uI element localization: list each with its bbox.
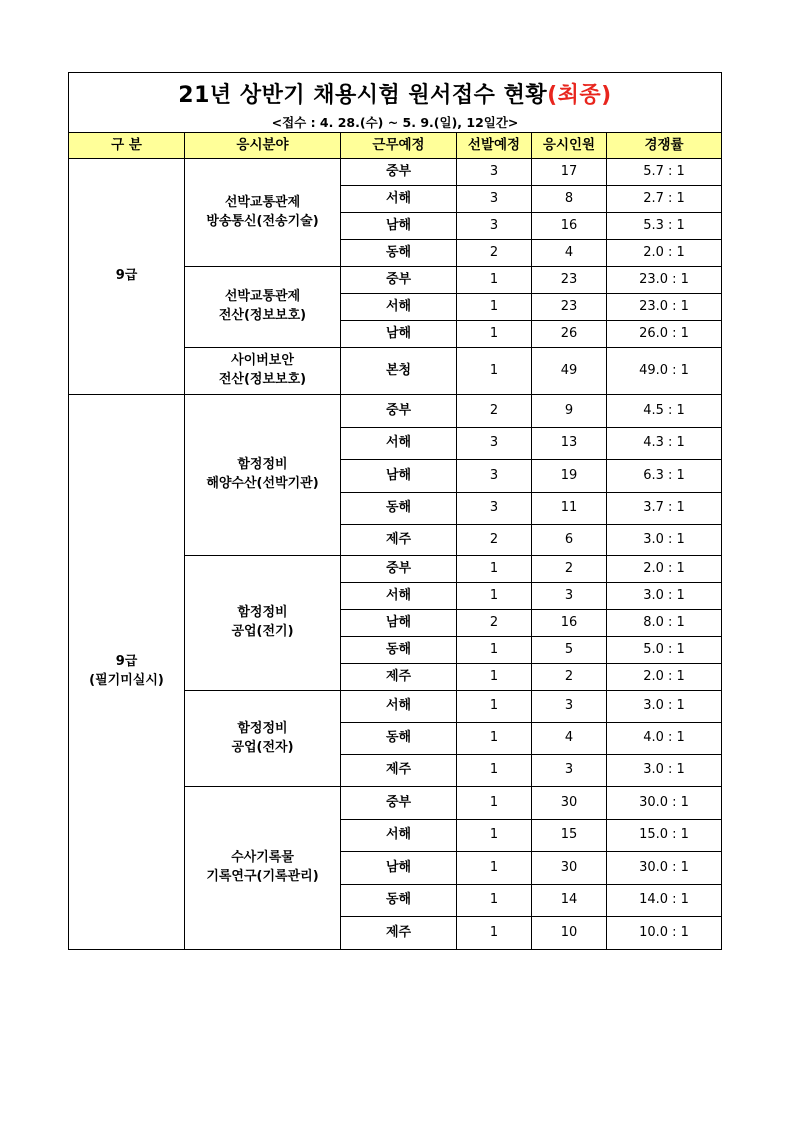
competition-ratio-cell: 4.3 : 1	[607, 428, 722, 460]
location-cell: 제주	[341, 664, 457, 691]
grade-cell	[69, 395, 185, 950]
field-label: 전산(정보보호)	[218, 372, 307, 387]
location-cell: 서해	[341, 820, 457, 852]
field-label: 함정정비	[237, 720, 288, 736]
field-label: 함정정비	[237, 457, 288, 473]
location-cell: 중부	[341, 159, 457, 186]
competition-ratio-cell: 5.0 : 1	[607, 637, 722, 664]
competition-ratio-cell: 14.0 : 1	[607, 885, 722, 917]
field-cell	[185, 348, 341, 395]
header-competition-ratio: 경쟁률	[607, 133, 722, 159]
competition-ratio-cell: 3.7 : 1	[607, 493, 722, 525]
competition-ratio-cell: 4.0 : 1	[607, 723, 722, 755]
location-cell: 중부	[341, 787, 457, 820]
planned-selection-cell: 3	[457, 428, 532, 460]
location-cell: 남해	[341, 321, 457, 348]
field-label: 사이버보안	[231, 353, 294, 369]
planned-selection-cell: 3	[457, 213, 532, 240]
applicants-cell: 30	[532, 787, 607, 820]
planned-selection-cell: 2	[457, 240, 532, 267]
field-cell	[185, 556, 341, 691]
location-cell: 남해	[341, 213, 457, 240]
applicants-cell: 6	[532, 525, 607, 556]
field-cell	[185, 691, 341, 787]
planned-selection-cell: 2	[457, 395, 532, 428]
status-table	[68, 132, 722, 950]
header-category: 구 분	[69, 133, 185, 159]
field-label: 공업(전기)	[231, 624, 294, 639]
header-row	[69, 133, 722, 159]
recruitment-status-sheet	[68, 72, 722, 950]
planned-selection-cell: 1	[457, 664, 532, 691]
field-label: 공업(전자)	[231, 739, 294, 755]
application-period: <접수 : 4. 28.(수) ~ 5. 9.(일), 12일간>	[271, 115, 519, 130]
location-cell: 동해	[341, 240, 457, 267]
applicants-cell: 23	[532, 267, 607, 294]
competition-ratio-cell: 30.0 : 1	[607, 787, 722, 820]
competition-ratio-cell: 23.0 : 1	[607, 267, 722, 294]
grade-label: (필기미실시)	[89, 673, 164, 688]
location-cell: 남해	[341, 852, 457, 885]
location-cell: 중부	[341, 395, 457, 428]
applicants-cell: 14	[532, 885, 607, 917]
planned-selection-cell: 1	[457, 294, 532, 321]
applicants-cell: 16	[532, 213, 607, 240]
planned-selection-cell: 1	[457, 348, 532, 395]
planned-selection-cell: 3	[457, 159, 532, 186]
applicants-cell: 10	[532, 917, 607, 950]
location-cell: 본청	[341, 348, 457, 395]
competition-ratio-cell: 8.0 : 1	[607, 610, 722, 637]
competition-ratio-cell: 15.0 : 1	[607, 820, 722, 852]
title-main: 21년 상반기 채용시험 원서접수 현황	[178, 82, 548, 108]
competition-ratio-cell: 26.0 : 1	[607, 321, 722, 348]
competition-ratio-cell: 2.0 : 1	[607, 240, 722, 267]
competition-ratio-cell: 3.0 : 1	[607, 525, 722, 556]
location-cell: 중부	[341, 267, 457, 294]
planned-selection-cell: 3	[457, 460, 532, 493]
competition-ratio-cell: 49.0 : 1	[607, 348, 722, 395]
field-label: 기록연구(기록관리)	[206, 869, 319, 884]
applicants-cell: 23	[532, 294, 607, 321]
applicants-cell: 13	[532, 428, 607, 460]
planned-selection-cell: 2	[457, 610, 532, 637]
planned-selection-cell: 1	[457, 583, 532, 610]
competition-ratio-cell: 2.7 : 1	[607, 186, 722, 213]
planned-selection-cell: 1	[457, 321, 532, 348]
applicants-cell: 2	[532, 664, 607, 691]
applicants-cell: 3	[532, 755, 607, 787]
applicants-cell: 26	[532, 321, 607, 348]
location-cell: 서해	[341, 294, 457, 321]
applicants-cell: 9	[532, 395, 607, 428]
planned-selection-cell: 1	[457, 885, 532, 917]
planned-selection-cell: 1	[457, 267, 532, 294]
applicants-cell: 19	[532, 460, 607, 493]
planned-selection-cell: 3	[457, 493, 532, 525]
title-final-tag: (최종)	[547, 82, 612, 108]
location-cell: 동해	[341, 637, 457, 664]
applicants-cell: 16	[532, 610, 607, 637]
location-cell: 남해	[341, 460, 457, 493]
table-row	[69, 395, 722, 428]
grade-cell	[69, 159, 185, 395]
field-cell	[185, 395, 341, 556]
competition-ratio-cell: 3.0 : 1	[607, 755, 722, 787]
grade-label: 9급	[115, 654, 138, 670]
applicants-cell: 11	[532, 493, 607, 525]
competition-ratio-cell: 6.3 : 1	[607, 460, 722, 493]
planned-selection-cell: 1	[457, 755, 532, 787]
field-label: 수사기록물	[231, 850, 294, 866]
field-label: 방송통신(전송기술)	[206, 213, 319, 229]
applicants-cell: 17	[532, 159, 607, 186]
location-cell: 제주	[341, 525, 457, 556]
applicants-cell: 8	[532, 186, 607, 213]
competition-ratio-cell: 23.0 : 1	[607, 294, 722, 321]
location-cell: 동해	[341, 723, 457, 755]
competition-ratio-cell: 4.5 : 1	[607, 395, 722, 428]
planned-selection-cell: 1	[457, 852, 532, 885]
location-cell: 동해	[341, 885, 457, 917]
competition-ratio-cell: 2.0 : 1	[607, 556, 722, 583]
field-label: 함정정비	[237, 605, 288, 621]
applicants-cell: 4	[532, 240, 607, 267]
field-cell	[185, 159, 341, 267]
field-label: 해양수산(선박기관)	[206, 476, 319, 491]
planned-selection-cell: 1	[457, 637, 532, 664]
competition-ratio-cell: 5.7 : 1	[607, 159, 722, 186]
competition-ratio-cell: 5.3 : 1	[607, 213, 722, 240]
field-cell	[185, 787, 341, 950]
location-cell: 중부	[341, 556, 457, 583]
location-cell: 서해	[341, 691, 457, 723]
competition-ratio-cell: 3.0 : 1	[607, 583, 722, 610]
location-cell: 제주	[341, 755, 457, 787]
planned-selection-cell: 1	[457, 556, 532, 583]
applicants-cell: 49	[532, 348, 607, 395]
planned-selection-cell: 1	[457, 787, 532, 820]
location-cell: 서해	[341, 186, 457, 213]
planned-selection-cell: 1	[457, 691, 532, 723]
applicants-cell: 30	[532, 852, 607, 885]
header-applicants: 응시인원	[532, 133, 607, 159]
location-cell: 남해	[341, 610, 457, 637]
header-location: 근무예정	[341, 133, 457, 159]
location-cell: 제주	[341, 917, 457, 950]
field-cell	[185, 267, 341, 348]
table-row	[69, 159, 722, 186]
field-label: 전산(정보보호)	[218, 308, 307, 323]
planned-selection-cell: 3	[457, 186, 532, 213]
applicants-cell: 15	[532, 820, 607, 852]
applicants-cell: 2	[532, 556, 607, 583]
header-field: 응시분야	[185, 133, 341, 159]
planned-selection-cell: 2	[457, 525, 532, 556]
location-cell: 동해	[341, 493, 457, 525]
field-label: 선박교통관제	[224, 194, 301, 210]
page-title	[69, 73, 721, 113]
competition-ratio-cell: 10.0 : 1	[607, 917, 722, 950]
planned-selection-cell: 1	[457, 917, 532, 950]
location-cell: 서해	[341, 583, 457, 610]
planned-selection-cell: 1	[457, 820, 532, 852]
competition-ratio-cell: 2.0 : 1	[607, 664, 722, 691]
competition-ratio-cell: 30.0 : 1	[607, 852, 722, 885]
field-label: 선박교통관제	[224, 289, 301, 305]
applicants-cell: 5	[532, 637, 607, 664]
location-cell: 서해	[341, 428, 457, 460]
header-planned-selection: 선발예정	[457, 133, 532, 159]
competition-ratio-cell: 3.0 : 1	[607, 691, 722, 723]
grade-label: 9급	[115, 268, 138, 284]
planned-selection-cell: 1	[457, 723, 532, 755]
applicants-cell: 4	[532, 723, 607, 755]
applicants-cell: 3	[532, 583, 607, 610]
applicants-cell: 3	[532, 691, 607, 723]
